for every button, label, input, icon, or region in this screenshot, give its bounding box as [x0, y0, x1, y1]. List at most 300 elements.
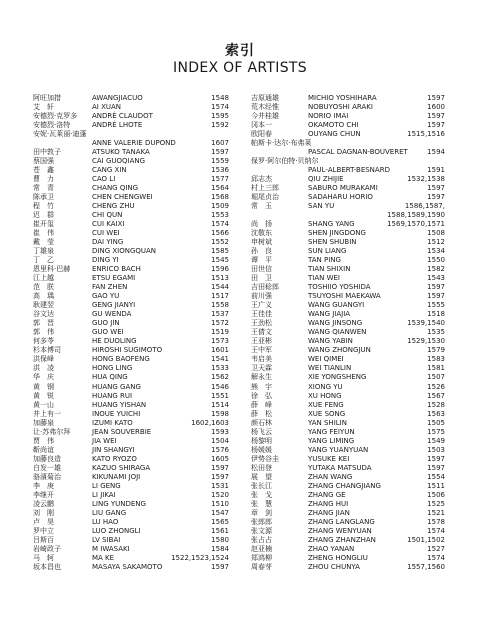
- index-entry: [251, 464, 445, 473]
- artist-name-chinese: 邱志杰: [251, 175, 272, 184]
- artist-name-english: LIU GANG: [92, 508, 127, 517]
- index-entry: [33, 256, 229, 265]
- artist-name-english: INOUE YUICHI: [92, 409, 141, 418]
- page-numbers: 1568: [211, 193, 229, 202]
- artist-name-english: LU HAO: [92, 517, 119, 526]
- page-numbers: 1517: [211, 292, 229, 301]
- artist-name-english: SHEN JINGDONG: [308, 229, 366, 238]
- artist-name-english: YANG LIMING: [308, 436, 355, 445]
- page-numbers: 1597: [211, 148, 229, 157]
- page-numbers: 1521: [427, 508, 445, 517]
- artist-name-chinese: 徐 弘: [251, 391, 272, 400]
- artist-name-english: ZHANG WENYUAN: [308, 526, 372, 535]
- index-entry: [251, 337, 445, 346]
- index-entry: [251, 175, 445, 184]
- page-numbers: 1547: [211, 508, 229, 517]
- artist-name-chinese: 黄 钢: [33, 382, 54, 391]
- artist-name-chinese: 薛 峰: [251, 400, 272, 409]
- index-entry: [33, 193, 229, 202]
- artist-name-chinese: 曹 力: [33, 175, 54, 184]
- artist-name-english: LUO ZHONGLI: [92, 526, 141, 535]
- artist-name-chinese: 卫天霖: [251, 364, 272, 373]
- artist-name-chinese: 戴 莹: [33, 238, 54, 247]
- page-numbers: 1594: [427, 148, 445, 157]
- artist-name-chinese: 王广义: [251, 301, 272, 310]
- artist-name-english: MICHIO YOSHIHARA: [308, 94, 377, 102]
- index-entry: [33, 337, 229, 346]
- artist-name-english: JEAN SOUVERBIE: [92, 427, 152, 436]
- artist-name-chinese: 凌云鹏: [33, 499, 54, 508]
- artist-name-chinese: 黄一山: [33, 400, 54, 409]
- page-numbers: 1562: [211, 373, 229, 382]
- index-entry: [251, 193, 445, 202]
- artist-name-english: SUN LIANG: [308, 247, 347, 256]
- artist-name-chinese: 安德烈·洛特: [33, 121, 71, 130]
- index-entry: [251, 346, 445, 355]
- page-numbers: 1534: [427, 247, 445, 256]
- index-entry: [33, 536, 229, 545]
- page-numbers: 1549: [427, 436, 445, 445]
- page-numbers: 1535: [427, 328, 445, 337]
- artist-name-chinese: 松田登: [251, 463, 272, 472]
- page-numbers: 1514: [211, 400, 229, 409]
- page-title-chinese: 索引: [225, 43, 255, 59]
- index-entry: [33, 473, 229, 482]
- page-numbers: 1515,1516: [407, 130, 445, 139]
- page-numbers: 1597: [427, 112, 445, 121]
- artist-name-english: LI JIKAI: [92, 490, 116, 499]
- index-entry: [33, 229, 229, 238]
- artist-name-english: MA KE: [92, 553, 115, 562]
- artist-name-chinese: 阿旺加措: [33, 94, 61, 102]
- artist-name-chinese: 荒木经惟: [251, 103, 279, 112]
- artist-name-chinese: 杨黎明: [251, 436, 272, 445]
- artist-name-english: YUSUKE KEI: [308, 454, 350, 463]
- artist-name-chinese: 田中敦子: [33, 148, 61, 157]
- artist-name-english: SAN YU: [308, 202, 335, 211]
- artist-name-chinese: 沈敬东: [251, 229, 272, 238]
- index-entry: [33, 292, 229, 301]
- page-numbers: 1573: [211, 337, 229, 346]
- artist-name-chinese: 何多苓: [33, 337, 54, 346]
- artist-name-english: DING XIONGQUAN: [92, 247, 157, 256]
- index-entry: [251, 202, 445, 211]
- page-numbers: 1576: [211, 445, 229, 454]
- index-entry: [251, 392, 445, 401]
- page-numbers: 1501,1502: [407, 535, 445, 544]
- page-numbers: 1504: [211, 436, 229, 445]
- artist-name-english: MASAYA SAKAMOTO: [92, 562, 163, 571]
- index-entry: [33, 301, 229, 310]
- artist-name-chinese: 加藤良造: [33, 454, 61, 463]
- index-entry: [251, 130, 445, 139]
- page-numbers: 1583: [427, 355, 445, 364]
- index-entry: [251, 473, 445, 482]
- index-entry: [33, 464, 229, 473]
- index-entry: [251, 401, 445, 410]
- page-numbers: 1565: [211, 517, 229, 526]
- index-entry: [33, 184, 229, 193]
- page-numbers: 1533: [211, 364, 229, 373]
- page-numbers: 1597: [211, 562, 229, 571]
- artist-name-chinese: 章 剑: [251, 508, 272, 517]
- artist-name-chinese: 谭 平: [251, 256, 272, 265]
- artist-name-english: WEI TIANLIN: [308, 364, 352, 373]
- page-numbers: 1597: [427, 283, 445, 292]
- page-numbers: 1554: [427, 472, 445, 481]
- artist-name-chinese: 苍 鑫: [33, 166, 54, 175]
- page-numbers: 1592: [211, 121, 229, 130]
- artist-name-chinese: 尚 扬: [251, 220, 272, 229]
- artist-name-english: ZHANG ZHANZHAN: [308, 535, 376, 544]
- artist-name-chinese: 韦启美: [251, 355, 272, 364]
- index-entry: [251, 265, 445, 274]
- artist-name-chinese: 洪 凌: [33, 364, 54, 373]
- page-numbers: 1563: [427, 409, 445, 418]
- page-numbers: 1548: [211, 94, 229, 102]
- artist-name-english: HE DUOLING: [92, 337, 137, 346]
- page-numbers: 1519: [211, 328, 229, 337]
- artist-name-english: XIONG YU: [308, 382, 343, 391]
- index-entry: [33, 446, 229, 455]
- index-entry: [251, 383, 445, 392]
- index-entry: [33, 166, 229, 175]
- page-numbers: 1597: [427, 94, 445, 102]
- artist-name-chinese: 井上有一: [33, 409, 61, 418]
- page-numbers: 1512: [427, 238, 445, 247]
- index-entry: [33, 554, 229, 563]
- page-numbers: 1552: [211, 238, 229, 247]
- page-title-english: INDEX OF ARTISTS: [173, 60, 307, 76]
- artist-name-english: TSUYOSHI MAEKAWA: [308, 292, 381, 301]
- index-entry: [251, 112, 445, 121]
- page-numbers: 1598: [211, 409, 229, 418]
- artist-name-chinese: 王倩文: [251, 328, 272, 337]
- page-numbers: 1544: [211, 283, 229, 292]
- artist-name-chinese: 堀尾贞治: [251, 193, 279, 202]
- page-numbers: 1525: [427, 499, 445, 508]
- artist-name-english: TAN PING: [308, 256, 341, 265]
- page-numbers: 1580: [211, 535, 229, 544]
- artist-name-english: WANG ZHONGJUN: [308, 346, 371, 355]
- artist-name-english: ZHENG HONGLIU: [308, 553, 368, 562]
- artist-name-english: WEI QIMEI: [308, 355, 344, 364]
- page-numbers: 1528: [427, 400, 445, 409]
- artist-name-chinese: 郭 伟: [33, 328, 54, 337]
- page-numbers: 1597: [427, 292, 445, 301]
- page-numbers: 1509: [211, 202, 229, 211]
- artist-name-english: KAZUO SHIRAGA: [92, 463, 151, 472]
- artist-name-english: M IWASAKI: [92, 544, 130, 553]
- artist-name-chinese: 迟 群: [33, 211, 54, 220]
- page-numbers: 1596: [211, 265, 229, 274]
- artist-name-chinese: 李 庚: [33, 481, 54, 490]
- artist-name-english: KATO RYOZO: [92, 454, 137, 463]
- artist-name-chinese: 张占占: [251, 535, 272, 544]
- index-entry: [251, 446, 445, 455]
- artist-name-english: ENRICO BACH: [92, 265, 141, 274]
- index-entry: [251, 319, 445, 328]
- artist-name-chinese: 崔开玺: [33, 220, 54, 229]
- index-entry: [33, 500, 229, 509]
- artist-name-chinese: 村上三郎: [251, 184, 279, 193]
- artist-name-english: ZHANG LANGLANG: [308, 517, 375, 526]
- artist-name-english: ZHANG JIAN: [308, 508, 350, 517]
- page-numbers: 1586,1587,: [404, 202, 445, 211]
- page-numbers: 1527: [427, 544, 445, 553]
- page-numbers: 1539,1540: [407, 319, 445, 328]
- index-entry: [251, 103, 445, 112]
- artist-name-english: HUANG YISHAN: [92, 400, 147, 409]
- artist-name-chinese: 王佳佳: [251, 310, 272, 319]
- page-numbers: 1503: [427, 445, 445, 454]
- index-entry: [33, 247, 229, 256]
- index-entry: [33, 545, 229, 554]
- page-numbers: 1584: [211, 544, 229, 553]
- artist-name-chinese: 谷文达: [33, 310, 54, 319]
- artist-name-chinese: 今井桂雄: [251, 112, 279, 121]
- page-numbers: 1585: [211, 247, 229, 256]
- artist-name-chinese: 范 朕: [33, 283, 54, 292]
- index-entry: [251, 256, 445, 265]
- artist-name-chinese: 张文源: [251, 526, 272, 535]
- artist-name-english: AWANGJIACUO: [92, 94, 143, 102]
- index-entry: [251, 428, 445, 437]
- artist-name-english: ANDRÉ CLAUDOT: [92, 112, 153, 121]
- index-entry: [251, 364, 445, 373]
- artist-name-english: IZUMI KATO: [92, 418, 133, 427]
- index-entry: [251, 121, 445, 130]
- artist-name-english: SABURO MURAKAMI: [308, 184, 378, 193]
- page-numbers: 1541: [211, 355, 229, 364]
- page-numbers: 1575: [427, 427, 445, 436]
- index-entry: [251, 166, 445, 175]
- index-entry: [251, 148, 445, 157]
- index-entry: [251, 491, 445, 500]
- artist-name-chinese: 欧阳春: [251, 130, 272, 139]
- page-numbers: 1597: [427, 184, 445, 193]
- artist-name-chinese: 艾 轩: [33, 103, 54, 112]
- artist-name-chinese: 周春芽: [251, 562, 272, 571]
- artist-name-english: WANG QIANWEN: [308, 328, 367, 337]
- artist-name-english: JIN SHANGYI: [92, 445, 135, 454]
- page-numbers: 1529,1530: [407, 337, 445, 346]
- artist-name-chinese: 罗中立: [33, 526, 54, 535]
- index-entry: [251, 518, 445, 527]
- artist-name-chinese: 郑鸿柳: [251, 553, 272, 562]
- index-entry: [251, 301, 445, 310]
- index-entry: [251, 527, 445, 536]
- page-numbers: 1607: [211, 139, 229, 148]
- artist-name-english: WANG GUANGYI: [308, 301, 365, 310]
- artist-name-chinese: 解永生: [251, 373, 272, 382]
- page-numbers: 1551: [211, 391, 229, 400]
- page-numbers: 1574: [211, 103, 229, 112]
- artist-name-chinese: 杨飞云: [251, 427, 272, 436]
- page-numbers: 1567: [427, 391, 445, 400]
- index-entry: [33, 328, 229, 337]
- index-entry: [251, 355, 445, 364]
- index-entry: [251, 220, 445, 229]
- artist-name-english: YANG YUANYUAN: [308, 445, 369, 454]
- artist-name-english: DAI YING: [92, 238, 124, 247]
- index-entry: [33, 563, 229, 572]
- index-entry: [251, 229, 445, 238]
- artist-name-chinese: 熊 宇: [251, 382, 272, 391]
- page-numbers: 1593: [211, 427, 229, 436]
- index-entry: [33, 428, 229, 437]
- index-entry: [251, 455, 445, 464]
- index-entry: [33, 455, 229, 464]
- index-entry: [33, 346, 229, 355]
- artist-name-english: ANDRÉ LHOTE: [92, 121, 143, 130]
- page-numbers: 1508: [427, 229, 445, 238]
- index-entry: [33, 112, 229, 121]
- artist-name-chinese: 白发一雄: [33, 463, 61, 472]
- index-entry: [33, 373, 229, 382]
- artist-name-chinese: 洪保峰: [33, 355, 54, 364]
- artist-name-english: ZHANG HUI: [308, 499, 349, 508]
- index-entry: [251, 482, 445, 491]
- index-column-right: [251, 94, 445, 572]
- artist-name-english: GAO YU: [92, 292, 120, 301]
- artist-name-chinese: 常 青: [33, 184, 54, 193]
- index-entry: [33, 175, 229, 184]
- page-numbers: 1520: [211, 490, 229, 499]
- page-numbers: 1597: [427, 193, 445, 202]
- index-entry: [33, 482, 229, 491]
- page-numbers: 1510: [211, 499, 229, 508]
- page-numbers: 1577: [211, 175, 229, 184]
- index-entry: [33, 319, 229, 328]
- index-entry: [251, 500, 445, 509]
- artist-name-chinese: 田世信: [251, 265, 272, 274]
- index-entry: [33, 202, 229, 211]
- artist-name-chinese: 加藤泉: [33, 418, 54, 427]
- index-entry: [251, 545, 445, 554]
- artist-name-chinese: 吕斯百: [33, 535, 54, 544]
- artist-name-english: ZHAO YANAN: [308, 544, 355, 553]
- page-numbers: 1595: [211, 112, 229, 121]
- artist-name-chinese: 吉田稔郎: [251, 283, 279, 292]
- artist-name-english: NOBUYOSHI ARAKI: [308, 103, 373, 112]
- artist-name-chinese: 华 庆: [33, 373, 54, 382]
- artist-name-chinese: 安德烈·克罗多: [33, 112, 78, 121]
- artist-name-english: CHENG ZHU: [92, 202, 135, 211]
- page-numbers: 1513: [211, 274, 229, 283]
- artist-name-english: SHANG YANG: [308, 220, 355, 229]
- index-entry: [33, 283, 229, 292]
- page-numbers: 1581: [427, 364, 445, 373]
- page-numbers: 1582: [427, 265, 445, 274]
- artist-name-english: CHI QUN: [92, 211, 123, 220]
- index-column-left: [33, 94, 229, 572]
- artist-name-chinese: 冈本一: [251, 121, 272, 130]
- artist-name-english: GUO JIN: [92, 319, 120, 328]
- index-entry: [33, 211, 229, 220]
- index-entry: [33, 437, 229, 446]
- index-entry: [33, 419, 229, 428]
- page-numbers: 1505: [427, 418, 445, 427]
- page-numbers: 1522,1523,1524: [171, 553, 229, 562]
- artist-name-chinese: 常 玉: [251, 202, 272, 211]
- artist-name-english: PASCAL DAGNAN-BOUVERET: [308, 148, 408, 157]
- artist-name-chinese: 张长江: [251, 481, 272, 490]
- index-entry: [33, 410, 229, 419]
- index-entry: [33, 274, 229, 283]
- index-entry: [251, 292, 445, 301]
- page-numbers: 1574: [211, 220, 229, 229]
- index-entry: [251, 283, 445, 292]
- index-entry: [251, 184, 445, 193]
- artist-name-english: CUI WEI: [92, 229, 120, 238]
- index-entry: [251, 139, 445, 148]
- artist-name-chinese: 安妮·瓦莱丽·迪蓬: [33, 130, 87, 139]
- artist-name-english: HONG BAOFENG: [92, 355, 150, 364]
- artist-name-english: SHEN SHUBIN: [308, 238, 357, 247]
- artist-name-english: CUI KAIXI: [92, 220, 125, 229]
- index-entry: [33, 139, 229, 148]
- artist-name-chinese: 展 望: [251, 472, 272, 481]
- index-entry: [33, 220, 229, 229]
- artist-name-english: XUE SONG: [308, 409, 346, 418]
- page-numbers: 1506: [427, 490, 445, 499]
- page-numbers: 1579: [427, 346, 445, 355]
- artist-name-english: YUTAKA MATSUDA: [308, 463, 372, 472]
- index-entry: [251, 211, 445, 220]
- artist-name-chinese: 骆濱菊治: [33, 472, 61, 481]
- page-numbers: 1591: [427, 166, 445, 175]
- artist-name-english: TIAN WEI: [308, 274, 340, 283]
- artist-name-english: FAN ZHEN: [92, 283, 128, 292]
- page-numbers: 1601: [211, 346, 229, 355]
- index-entry: [33, 310, 229, 319]
- artist-name-english: DING YI: [92, 256, 119, 265]
- page-numbers: 1597: [427, 121, 445, 130]
- artist-name-chinese: 张 慧: [251, 499, 272, 508]
- page-numbers: 1545: [211, 256, 229, 265]
- artist-name-english: HONG LING: [92, 364, 133, 373]
- page-numbers: 1507: [427, 373, 445, 382]
- index-entry: [33, 518, 229, 527]
- index-entry: [33, 103, 229, 112]
- artist-name-english: WANG JIAJIA: [308, 310, 351, 319]
- page-numbers: 1572: [211, 319, 229, 328]
- artist-name-english: ATSUKO TANAKA: [92, 148, 150, 157]
- artist-name-chinese: 杨媛媛: [251, 445, 272, 454]
- index-entry: [33, 392, 229, 401]
- page-numbers: 1564: [211, 184, 229, 193]
- artist-name-english: GU WENDA: [92, 310, 132, 319]
- index-entry: [33, 148, 229, 157]
- artist-name-chinese: 让·苏弗尔拜: [33, 427, 71, 436]
- artist-name-english: GUO WEI: [92, 328, 124, 337]
- index-entry: [33, 265, 229, 274]
- page-numbers: 1546: [211, 382, 229, 391]
- artist-name-chinese: 申树斌: [251, 238, 272, 247]
- artist-name-chinese: 郭 晋: [33, 319, 54, 328]
- index-entry: [33, 401, 229, 410]
- page-numbers: 1597: [427, 463, 445, 472]
- page-numbers: 1559: [211, 157, 229, 166]
- artist-name-chinese: 王中军: [251, 346, 272, 355]
- index-entry: [251, 536, 445, 545]
- artist-name-chinese: 卢 昊: [33, 517, 54, 526]
- artist-name-chinese: 江上越: [33, 274, 54, 283]
- index-entry: [33, 383, 229, 392]
- index-entry: [33, 238, 229, 247]
- index-entry: [251, 157, 445, 166]
